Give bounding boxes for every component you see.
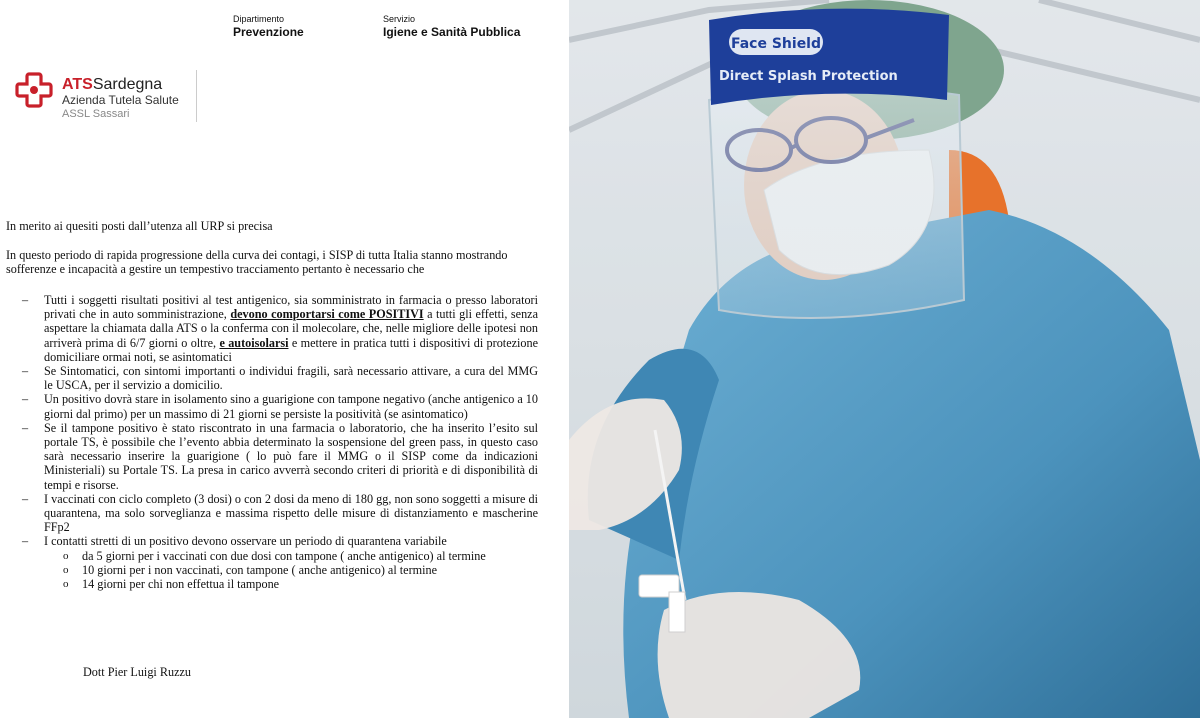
logo-subtitle: Azienda Tutela Salute [62,93,179,107]
emphasis-isolate: e autoisolarsi [219,335,289,350]
signature: Dott Pier Luigi Ruzzu [83,665,191,679]
list-item: – Tutti i soggetti risultati positivi al test antigenico, sia somministrato in farmacia o presso laboratori privati che in auto somministrazione, devono comportarsi come POSITIVI a tutti gli effetti, senza aspettare la chiamata dalla ATS o la conferma con il molecolare, che, nelle migliore delle ipotesi non arriverà prima di 6/7 giorni o oltre, e autoisolarsi e mettere in pratica tutti i dispositivi di protezione domiciliare ormai noti, se asintomatici [0,293,538,364]
photo-illustration [569,0,1200,718]
logo-branch: ASSL Sassari [62,108,130,120]
logo-divider [196,70,197,122]
department-header [233,14,304,40]
letter-intro: In merito ai quesiti posti dall’utenza all URP si precisa [6,219,273,233]
ats-logo [14,68,204,124]
service-header [383,14,520,40]
sublist-item: o da 5 giorni per i vaccinati con due dosi con tampone ( anche antigenico) al termine [44,549,538,563]
list-item: – Se Sintomatici, con sintomi importanti o individui fragili, sarà necessario attivare, a cura del MMG le USCA, per il servizio a domicilio. [0,364,538,392]
list-item: – Un positivo dovrà stare in isolamento sino a guarigione con tampone negativo (anche antigenico a 10 giorni dal primo) per un massimo di 21 giorni se persiste la positività (se asintomatico) [0,392,538,420]
instruction-list [0,293,538,591]
quarantine-sublist [44,549,538,592]
document-page [0,0,568,718]
list-item: – I vaccinati con ciclo completo (3 dosi) o con 2 dosi da meno di 180 gg, non sono soggetti a misure di quarantena, ma solo sorveglianza e massima rispetto delle misure di distanziamento e mascherine FFp2 [0,492,538,535]
face-shield-sublabel: Direct Splash Protection [719,69,898,84]
service-name: Igiene e Sanità Pubblica [383,25,521,39]
department-name: Prevenzione [233,25,304,39]
logo-brand: ATSSardegna [62,76,163,93]
letter-paragraph: In questo periodo di rapida progressione della curva dei contagi, i SISP di tutta Italia stanno mostrando sofferenze e incapacità a gestire un tempestivo tracciamento pertanto è necessario che [6,248,508,276]
face-shield-band [709,9,949,105]
list-item: – Se il tampone positivo è stato riscontrato in una farmacia o laboratorio, che ha inserito l’esito sul portale TS, è possibile che l’evento abbia determinato la sospensione del green pass, in questo caso sarà necessario inserire la guarigione ( lo può fare il MMG o il SISP come da indicazioni Ministeriali) su Portale TS. La presa in carico avverrà secondo criteri di priorità e di disponibilità di tempi e risorse. [0,421,538,492]
service-label: Servizio [383,14,416,24]
department-label: Dipartimento [233,14,285,24]
sublist-item: o 14 giorni per chi non effettua il tampone [44,577,538,591]
list-item: – I contatti stretti di un positivo devono osservare un periodo di quarantena variabile o da 5 giorni per i vaccinati con due dosi con tampone ( anche antigenico) al termine o 10 giorni per i non vaccinati, con tampone ( anche antigenico) al termine o 14 giorni per chi non effettua il tampone [0,534,538,591]
ats-cross-icon [14,70,56,110]
face-shield-label: Face Shield [730,36,822,52]
emphasis-positive: devono comportarsi come POSITIVI [230,307,424,322]
healthcare-worker-photo [569,0,1200,718]
sublist-item: o 10 giorni per i non vaccinati, con tampone ( anche antigenico) al termine [44,563,538,577]
